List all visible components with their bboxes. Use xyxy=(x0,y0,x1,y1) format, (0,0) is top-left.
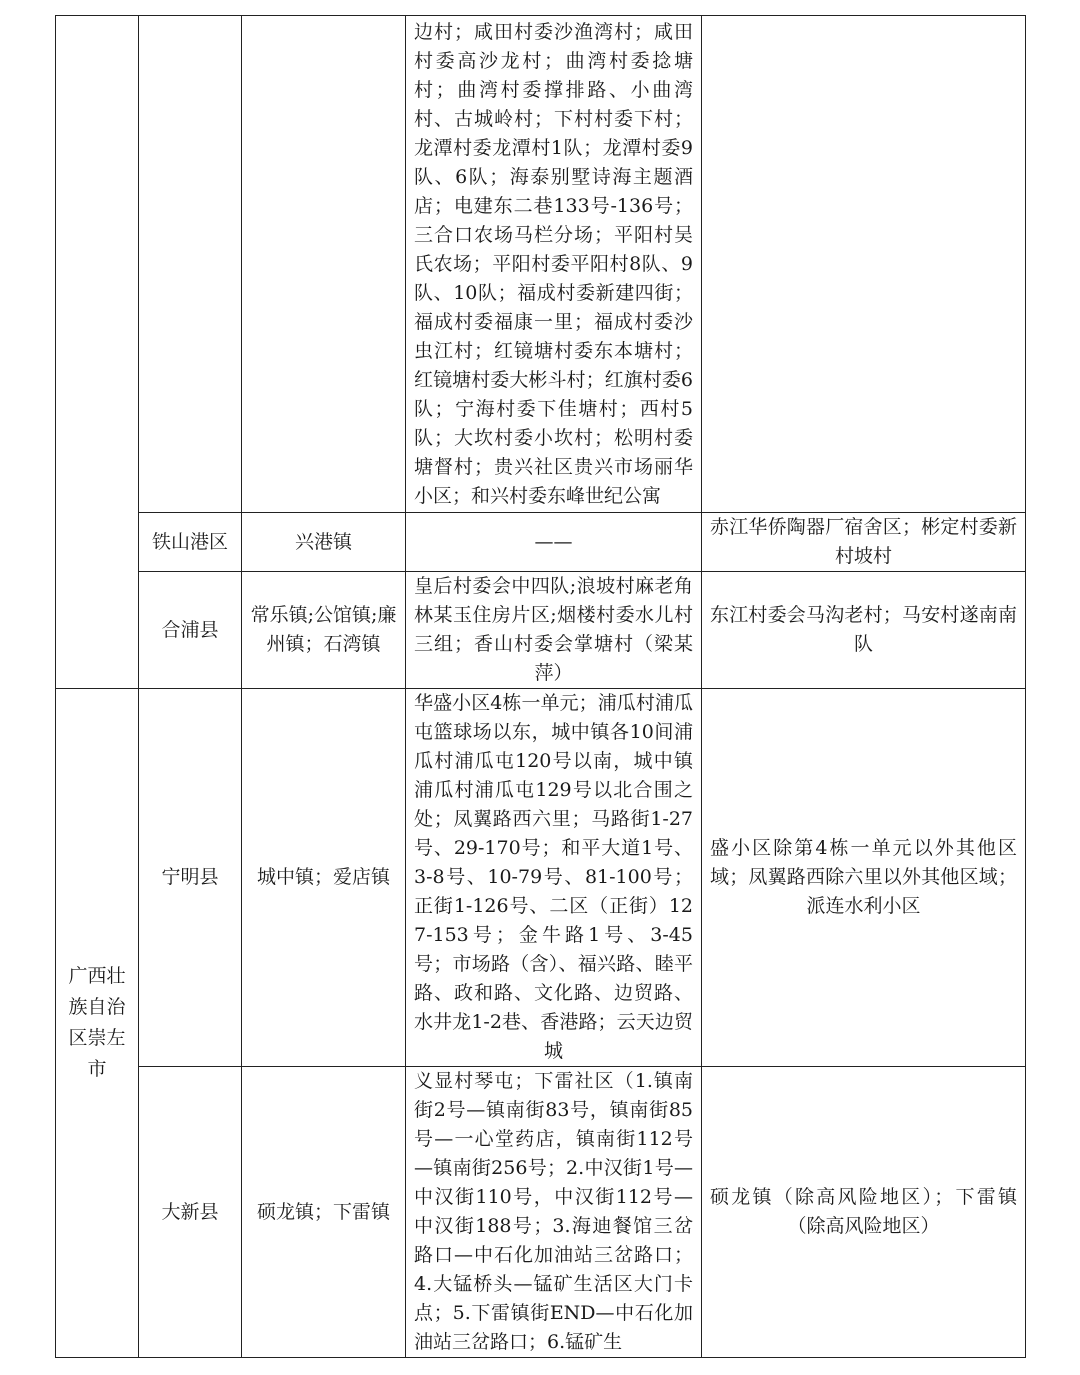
table-row xyxy=(56,1067,1026,1358)
towns-cell xyxy=(242,16,406,513)
towns-cell: 硕龙镇；下雷镇 xyxy=(242,1067,406,1358)
medium-risk-areas-cell: 华盛小区4栋一单元；浦瓜村浦瓜屯篮球场以东，城中镇各10间浦瓜村浦瓜屯120号以南，城中镇浦瓜村浦瓜屯129号以北合围之处；凤翼路西六里；马路街1-27号、29-170号；和平大道1号、3-8号、10-79号、81-100号；正街1-126号、二区（正街）127-153号；金牛路1号、3-45号；市场路（含）、福兴路、睦平路、政和路、文化路、边贸路、水井龙1-2巷、香港路；云天边贸城 xyxy=(406,689,702,1067)
table-row xyxy=(56,16,1026,513)
county-cell: 大新县 xyxy=(139,1067,242,1358)
low-risk-areas-cell: 盛小区除第4栋一单元以外其他区域；凤翼路西除六里以外其他区域；派连水利小区 xyxy=(702,689,1026,1067)
low-risk-areas-cell: 硕龙镇（除高风险地区）；下雷镇（除高风险地区） xyxy=(702,1067,1026,1358)
county-cell: 合浦县 xyxy=(139,572,242,689)
table-row xyxy=(56,513,1026,572)
low-risk-areas-cell: 赤江华侨陶器厂宿舍区；彬定村委新村坡村 xyxy=(702,513,1026,572)
province-city-cell: 广西壮族自治区崇左市 xyxy=(56,689,139,1358)
county-cell xyxy=(139,16,242,513)
towns-cell: 常乐镇;公馆镇;廉州镇；石湾镇 xyxy=(242,572,406,689)
province-city-cell xyxy=(56,16,139,689)
towns-cell: 城中镇；爱店镇 xyxy=(242,689,406,1067)
low-risk-areas-cell xyxy=(702,16,1026,513)
county-cell: 铁山港区 xyxy=(139,513,242,572)
medium-risk-areas-cell: 边村；咸田村委沙渔湾村；咸田村委高沙龙村；曲湾村委捻塘村；曲湾村委撑排路、小曲湾村、古城岭村；下村村委下村；龙潭村委龙潭村1队；龙潭村委9队、6队；海泰别墅诗海主题酒店；电建东二巷133号-136号；三合口农场马栏分场；平阳村吴氏农场；平阳村委平阳村8队、9队、10队；福成村委新建四街；福成村委福康一里；福成村委沙虫江村；红镜塘村委东本塘村；红镜塘村委大彬斗村；红旗村委6队；宁海村委下佳塘村；西村5队；大坎村委小坎村；松明村委塘督村；贵兴社区贵兴市场丽华小区；和兴村委东峰世纪公寓 xyxy=(406,16,702,513)
table-row xyxy=(56,572,1026,689)
medium-risk-areas-cell: 义显村琴屯；下雷社区（1.镇南街2号—镇南街83号，镇南街85号—一心堂药店，镇南街112号—镇南街256号；2.中汉街1号—中汉街110号，中汉街112号—中汉街188号；3.海迪餐馆三岔路口—中石化加油站三岔路口；4.大锰桥头—锰矿生活区大门卡点；5.下雷镇街END—中石化加油站三岔路口；6.锰矿生 xyxy=(406,1067,702,1358)
towns-cell: 兴港镇 xyxy=(242,513,406,572)
medium-risk-areas-cell: 皇后村委会中四队;浪坡村麻老角林某玉住房片区;烟楼村委水儿村三组；香山村委会掌塘村（梁某萍） xyxy=(406,572,702,689)
risk-area-table xyxy=(55,15,1026,1358)
medium-risk-areas-cell: —— xyxy=(406,513,702,572)
county-cell: 宁明县 xyxy=(139,689,242,1067)
table-row xyxy=(56,689,1026,1067)
low-risk-areas-cell: 东江村委会马沟老村；马安村遂南南队 xyxy=(702,572,1026,689)
